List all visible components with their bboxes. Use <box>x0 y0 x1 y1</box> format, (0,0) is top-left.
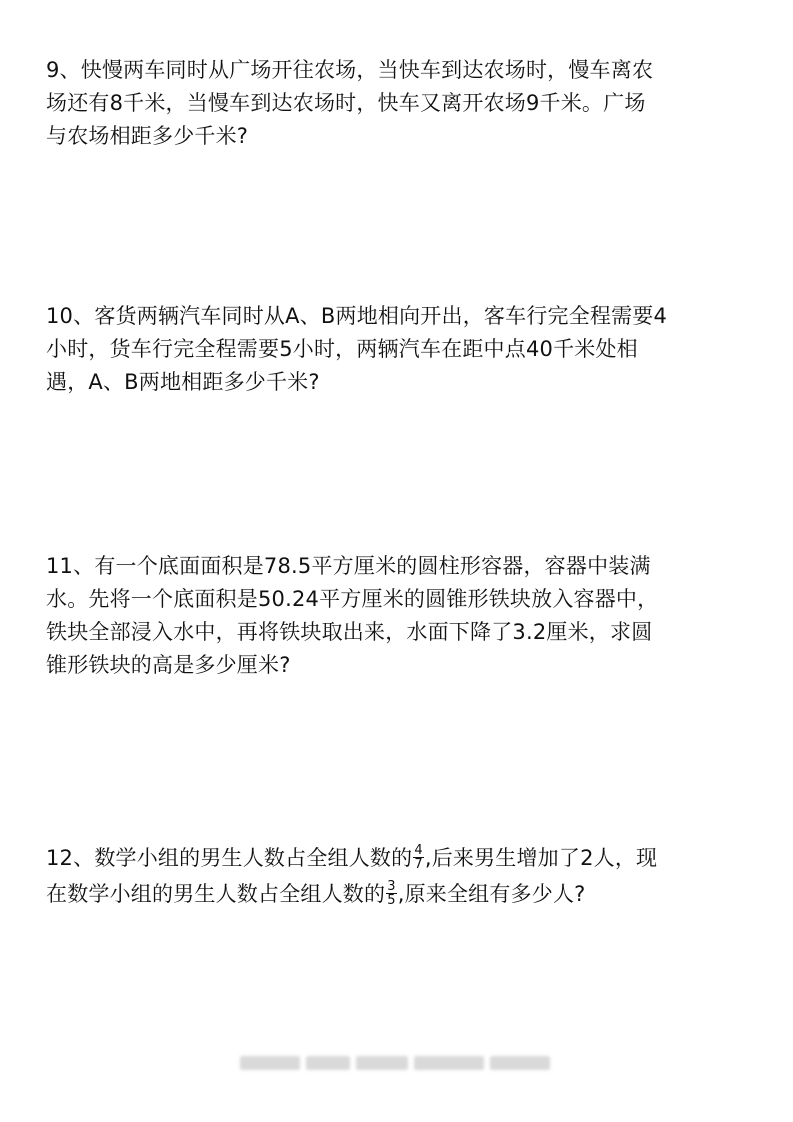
question-line: 场还有8千米，当慢车到达农场时，快车又离开农场9千米。广场 <box>46 91 646 115</box>
fraction-four-sevenths <box>413 844 423 871</box>
question-line: 与农场相距多少千米? <box>46 124 249 148</box>
question-line: 水。先将一个底面积是50.24平方厘米的圆锥形铁块放入容器中， <box>46 587 659 611</box>
question-line <box>46 840 746 876</box>
question-text: ,原来全组有多少人? <box>397 882 586 906</box>
question-10 <box>46 300 746 399</box>
fraction-numerator: 4 <box>414 842 423 858</box>
question-12 <box>46 840 746 912</box>
question-text: 12、数学小组的男生人数占全组人数的 <box>46 846 413 870</box>
fraction-numerator: 3 <box>387 878 396 894</box>
question-line: 铁块全部浸入水中，再将铁块取出来，水面下降了3.2厘米，求圆 <box>46 620 653 644</box>
question-line: 9、快慢两车同时从广场开往农场，当快车到达农场时，慢车离农 <box>46 58 654 82</box>
question-line: 10、客货两辆汽车同时从A、B两地相向开出，客车行完全程需要4 <box>46 304 668 328</box>
fraction-denominator: 5 <box>387 892 396 908</box>
fraction-three-fifths <box>386 880 396 907</box>
question-11 <box>46 550 746 682</box>
question-line: 11、有一个底面面积是78.5平方厘米的圆柱形容器，容器中装满 <box>46 554 651 578</box>
question-line: 小时，货车行完全程需要5小时，两辆汽车在距中点40千米处相 <box>46 337 638 361</box>
question-9 <box>46 54 746 153</box>
fraction-denominator: 7 <box>414 856 423 872</box>
question-line <box>46 876 746 912</box>
question-text: ,后来男生增加了2人，现 <box>424 846 658 870</box>
question-line: 锥形铁块的高是多少厘米? <box>46 653 291 677</box>
question-text: 在数学小组的男生人数占全组人数的 <box>46 882 386 906</box>
blurred-footer-watermark <box>240 1056 556 1070</box>
question-line: 遇，A、B两地相距多少千米? <box>46 370 320 394</box>
